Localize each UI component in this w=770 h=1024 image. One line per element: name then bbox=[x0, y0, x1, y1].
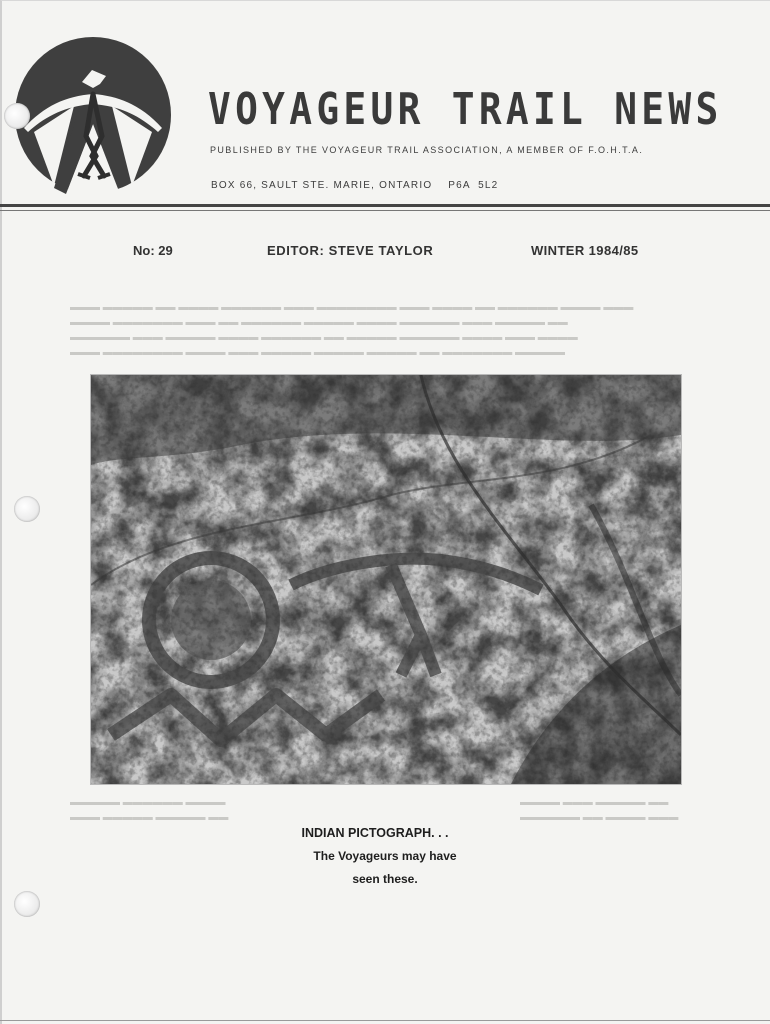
caption-line-2: The Voyageurs may have bbox=[313, 849, 457, 863]
caption-line-1: INDIAN PICTOGRAPH. . . bbox=[301, 826, 449, 840]
bleed-through-text: ▬▬▬▬ ▬▬▬ ▬▬▬▬▬ ▬▬ ▬▬▬▬▬▬ ▬▬ ▬▬▬▬ ▬▬▬ bbox=[520, 797, 679, 823]
indian-pictograph-photo bbox=[91, 375, 681, 784]
bleed-through-text: ▬▬▬ ▬▬▬▬▬ ▬▬ ▬▬▬▬ ▬▬▬▬▬▬ ▬▬▬ ▬▬▬▬▬▬▬▬ ▬▬▬ ▬▬▬▬ ▬▬ ▬▬▬▬▬▬ ▬▬▬▬ ▬▬▬ ▬▬▬▬ ▬▬▬▬▬▬▬ ▬▬▬ ▬▬ ▬▬▬▬▬▬ ▬▬▬▬▬ ▬▬▬▬ ▬▬▬▬▬▬ ▬▬▬ ▬▬▬▬▬ ▬▬ ▬▬▬▬▬▬ ▬▬▬ ▬▬▬▬▬ ▬▬▬▬ ▬▬▬▬▬▬ ▬▬ ▬▬▬▬▬ ▬▬▬▬▬▬ ▬▬▬▬ ▬▬▬ ▬▬▬▬ ▬▬▬ ▬▬▬▬▬▬▬▬ ▬▬▬▬ ▬▬▬ ▬▬▬▬▬ ▬▬▬▬▬ ▬▬▬▬▬ ▬▬ ▬▬▬▬▬▬▬ ▬▬▬▬▬ bbox=[70, 302, 634, 358]
issue-number: No: 29 bbox=[133, 243, 173, 258]
masthead-rule-thin bbox=[0, 210, 770, 211]
binder-hole bbox=[14, 891, 40, 917]
issue-editor: EDITOR: STEVE TAYLOR bbox=[267, 243, 434, 258]
masthead-address: BOX 66, SAULT STE. MARIE, ONTARIO P6A 5L2 bbox=[211, 180, 499, 191]
masthead-subtitle: PUBLISHED BY THE VOYAGEUR TRAIL ASSOCIATION, A MEMBER OF F.O.H.T.A. bbox=[210, 145, 644, 155]
binder-hole bbox=[4, 103, 30, 129]
voyageur-figure-logo-icon bbox=[14, 36, 172, 194]
bleed-through-text: ▬▬▬▬▬ ▬▬▬▬▬▬ ▬▬▬▬ ▬▬▬ ▬▬▬▬▬ ▬▬▬▬▬ ▬▬ bbox=[70, 797, 229, 823]
masthead-title: VOYAGEUR TRAIL NEWS bbox=[208, 84, 723, 135]
caption-line-3: seen these. bbox=[352, 872, 418, 886]
page-bottom-rule bbox=[0, 1020, 770, 1021]
photo-caption bbox=[260, 822, 510, 891]
binder-hole bbox=[14, 496, 40, 522]
masthead-rule bbox=[0, 204, 770, 207]
issue-date: WINTER 1984/85 bbox=[531, 243, 639, 258]
